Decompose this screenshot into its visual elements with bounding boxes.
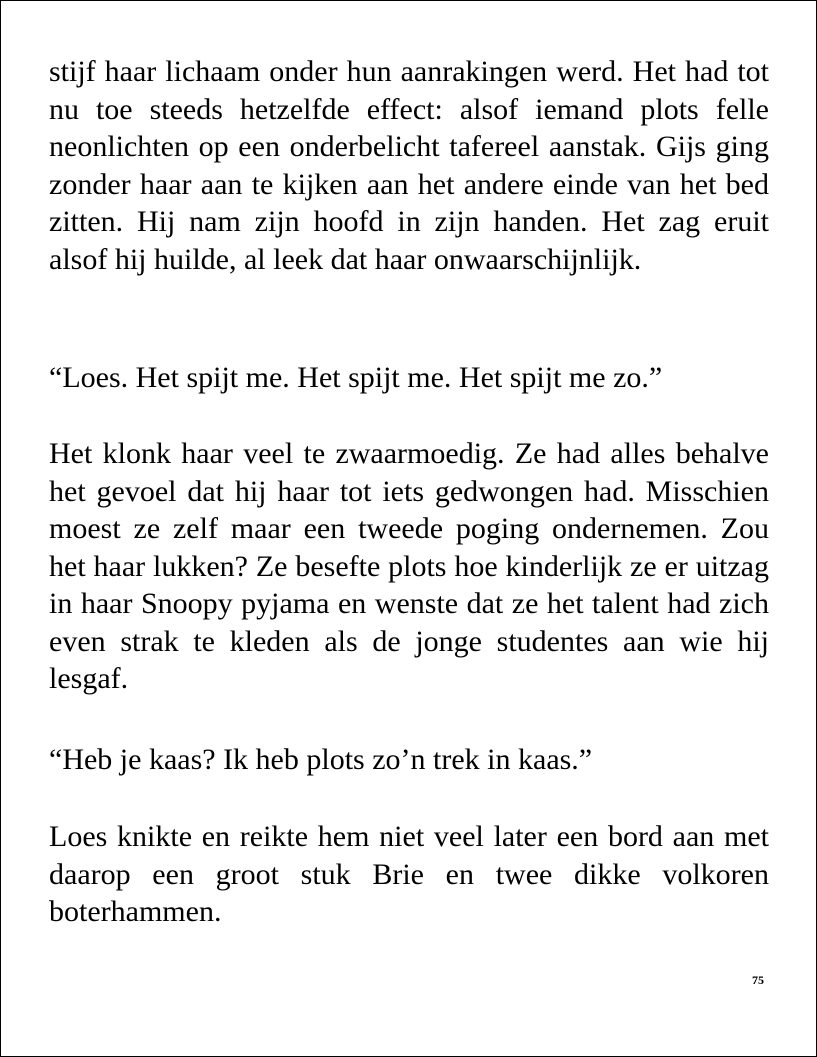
paragraph-3: Het klonk haar veel te zwaarmoedig. Ze had alles behalve het gevoel dat hij haar tot iets gedwongen had. Misschien moest ze zelf maar een tweede poging ondernemen. Zou het haar lukken? Ze besefte plots hoe kinderlijk ze er uitzag in haar Snoopy pyjama en wenste dat ze het talent had zich even strak te kleden als de jonge studentes aan wie hij lesgaf. bbox=[49, 437, 769, 695]
paragraph-2-dialogue: “Loes. Het spijt me. Het spijt me. Het spijt me zo.” bbox=[49, 361, 663, 394]
paragraph-5: Loes knikte en reikte hem niet veel later een bord aan met daarop een groot stuk Brie en twee dikke volkoren boterhammen. bbox=[49, 820, 769, 928]
paragraph-4-dialogue: “Heb je kaas? Ik heb plots zo’n trek in kaas.” bbox=[49, 743, 593, 776]
paragraph-1: stijf haar lichaam onder hun aanrakingen werd. Het had tot nu toe steeds hetzelfde effect: alsof iemand plots felle neonlichten op een onderbelicht tafereel aanstak. Gijs ging zonder haar aan te kijken aan het andere einde van het bed zitten. Hij nam zijn hoofd in zijn handen. Het zag eruit alsof hij huilde, al leek dat haar onwaarschijnlijk. bbox=[49, 55, 769, 276]
page-number: 75 bbox=[752, 973, 764, 987]
